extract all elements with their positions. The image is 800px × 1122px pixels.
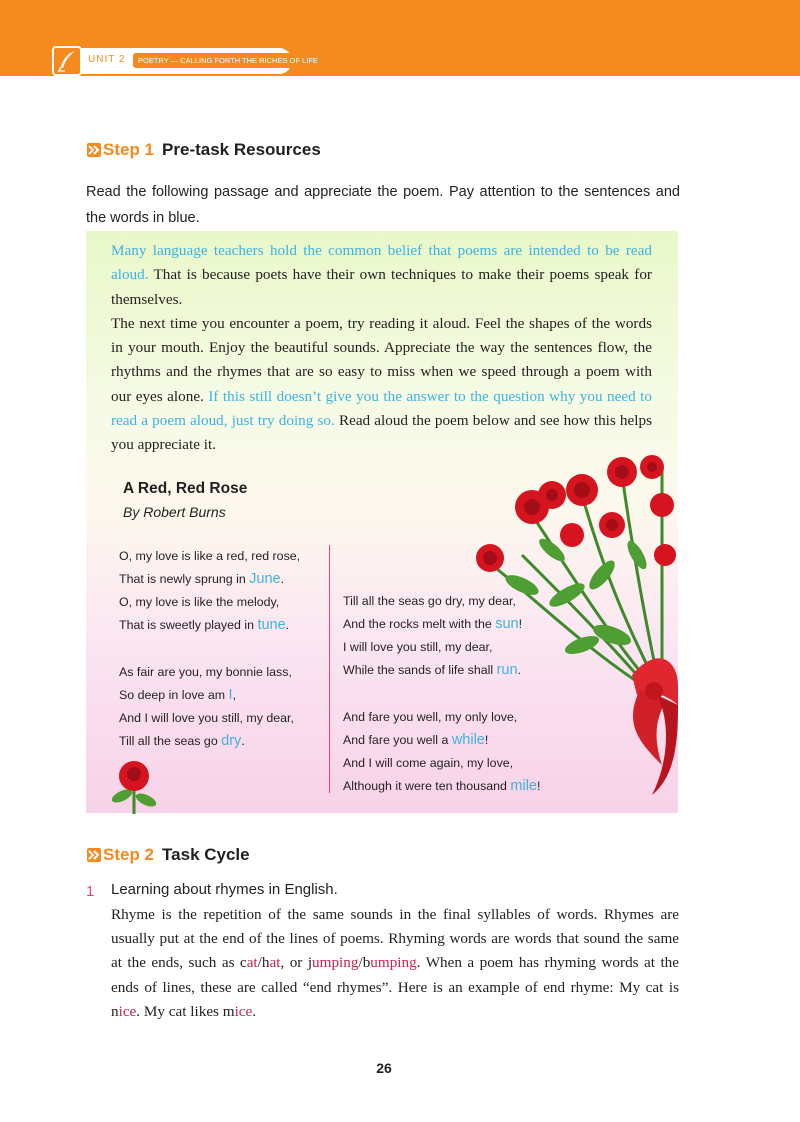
poem-line-punct: ! — [518, 617, 523, 631]
para-text: . My cat likes m — [136, 1002, 235, 1020]
poem-line — [343, 729, 488, 751]
poem-line-punct: . — [280, 572, 285, 586]
poem-line-text: I will love you still, my dear, — [343, 640, 493, 654]
rhyme-word: June — [249, 571, 281, 587]
para-text: /h — [257, 954, 270, 972]
double-chevron-icon — [87, 143, 101, 157]
rhyme-word: tune — [257, 617, 286, 633]
poem-line-punct: . — [517, 663, 522, 677]
rhyme-highlight: umping — [370, 954, 417, 972]
poem-author: By Robert Burns — [123, 504, 226, 520]
rhyme-word: I — [228, 687, 233, 703]
poem-line-text: Although it were ten thousand — [343, 779, 511, 793]
rhyme-word: dry — [221, 733, 242, 749]
step1-heading — [87, 140, 321, 160]
poem-title: A Red, Red Rose — [123, 480, 248, 497]
poem-line-text: While the sands of life shall — [343, 663, 497, 677]
page-number: 26 — [376, 1060, 392, 1076]
passage-paragraph-1 — [111, 239, 652, 312]
poem-line — [343, 590, 516, 612]
passage-text: That is because poets have their own techniques to make their poems speak for themselves. — [111, 266, 652, 308]
small-rose-image — [108, 758, 160, 814]
passage-blue-sentence-1: Many language teachers hold the common belief that poems are intended to be read aloud. — [111, 242, 652, 284]
step2-title: Task Cycle — [162, 845, 250, 864]
poem-line-text: O, my love is like the melody, — [119, 595, 280, 609]
task-item-number: 1 — [86, 883, 95, 900]
poem-line — [119, 568, 284, 590]
poem-line — [119, 730, 245, 752]
poem-line-text: And fare you well, my only love, — [343, 710, 518, 724]
poem-line — [119, 545, 300, 567]
poem-line-text: And I will love you still, my dear, — [119, 711, 294, 725]
unit-label: UNIT 2 — [88, 54, 126, 65]
poem-line — [343, 775, 540, 797]
rhyme-highlight: ice — [234, 1002, 253, 1020]
poem-line — [343, 752, 513, 774]
step1-title: Pre-task Resources — [162, 140, 321, 159]
rhyme-highlight: umping — [312, 954, 359, 972]
poem-line — [343, 613, 522, 635]
rhyme-word: sun — [495, 616, 519, 632]
poem-line-punct: ! — [536, 779, 541, 793]
poem-line-punct: ! — [484, 733, 489, 747]
para-text: Rhyme is the repetition of the same sounds in the final syllables of words. Rhymes are usually put at the end of the lines of poems. Rhyming words are words that sound the same at the ends, such as c — [111, 906, 679, 972]
poem-line — [343, 706, 517, 728]
step1-number: Step 1 — [103, 140, 155, 159]
poem-line — [119, 661, 292, 683]
poem-column-divider — [329, 545, 330, 793]
double-chevron-icon — [87, 848, 101, 862]
para-text: , or j — [280, 954, 313, 972]
para-text: . — [252, 1002, 257, 1020]
poem-line — [119, 614, 289, 636]
step1-instruction: Read the following passage and appreciate the poem. Pay attention to the sentences and the words in blue. — [86, 184, 680, 226]
poem-line — [343, 659, 521, 681]
poem-line — [119, 591, 279, 613]
passage-text: The next time you encounter a poem, try reading it aloud. Feel the shapes of the words in your mouth. Enjoy the beautiful sounds. Appreciate the way the sentences flow, the rhythms and the rhymes that are so easy to miss when we speed through a poem with our eyes alone. — [111, 314, 652, 405]
task-item-heading: Learning about rhymes in English. — [111, 881, 338, 898]
poem-line — [119, 684, 236, 706]
rhyme-highlight: ice — [118, 1002, 137, 1020]
poem-line-punct: . — [241, 734, 245, 748]
poem-line — [119, 707, 294, 729]
reading-passage — [111, 239, 652, 458]
rhyme-highlight: at — [246, 954, 258, 972]
poem-line-text: As fair are you, my bonnie lass, — [119, 665, 292, 679]
poem-line-text: Till all the seas go dry, my dear, — [343, 594, 516, 608]
poem-line-text: And the rocks melt with the — [343, 617, 496, 631]
rhyme-highlight: at — [269, 954, 281, 972]
rhyme-word: run — [496, 662, 518, 678]
poem-line-text: That is newly sprung in — [119, 572, 250, 586]
poem-line-text: And fare you well a — [343, 733, 452, 747]
poem-line-text: That is sweetly played in — [119, 618, 258, 632]
poem-line-punct: . — [285, 618, 290, 632]
poem-line-text: O, my love is like a red, red rose, — [119, 549, 301, 563]
poem-line-punct: , — [232, 688, 237, 702]
passage-blue-sentence-2: If this still doesn’t give you the answer to the question why you need to read a poem aloud, just try doing so. — [111, 387, 653, 430]
passage-text: Read aloud the poem below and see how this helps you appreciate it. — [111, 412, 652, 454]
quill-pen-icon — [52, 46, 82, 76]
rhyme-word: while — [451, 732, 485, 748]
rhyme-explanation — [111, 903, 679, 1024]
passage-paragraph-2 — [111, 312, 652, 458]
rhyme-word: mile — [510, 778, 537, 794]
poem-line — [343, 636, 492, 658]
poem-line-text: And I will come again, my love, — [343, 756, 514, 770]
poem-line-text: Till all the seas go — [119, 734, 222, 748]
step2-heading — [87, 845, 250, 865]
unit-title: POETRY — CALLING FORTH THE RICHES OF LIFE — [133, 53, 323, 68]
poem-line-text: So deep in love am — [119, 688, 229, 702]
step2-number: Step 2 — [103, 845, 155, 864]
para-text: . When a poem has rhyming words at the ends of lines, these are called “end rhymes”. Here is an example of end rhyme: My cat is n — [111, 954, 680, 1020]
para-text: /b — [358, 954, 371, 972]
